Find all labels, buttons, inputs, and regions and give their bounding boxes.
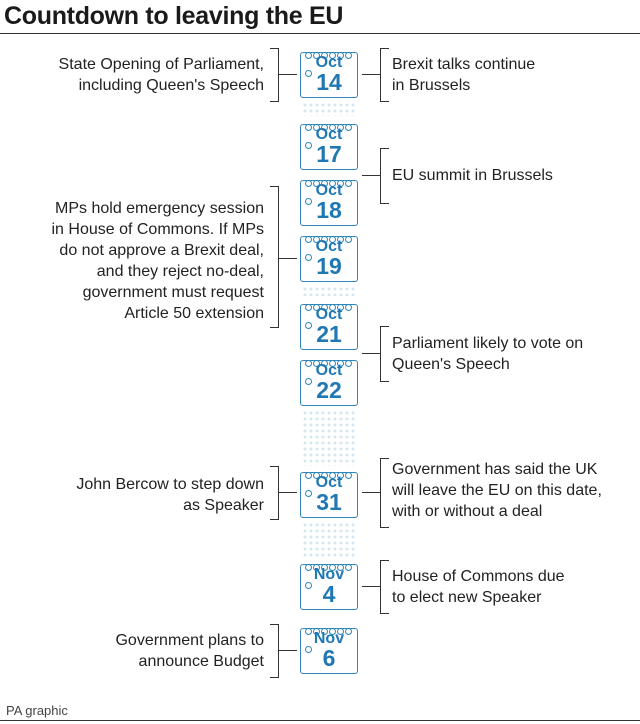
- right-note: EU summit in Brussels: [392, 167, 553, 184]
- calendar-date: [300, 466, 358, 518]
- bracket-connector: [362, 353, 380, 354]
- calendar-date: [300, 298, 358, 350]
- right-note: Parliament likely to vote on Queen's Speech: [392, 335, 584, 373]
- faded-calendar-gap: [302, 410, 356, 466]
- calendar-date: [300, 558, 358, 610]
- page-title: Countdown to leaving the EU: [4, 2, 344, 30]
- left-bracket: [270, 624, 279, 678]
- calendar-date: [300, 174, 358, 226]
- right-note: House of Commons due to elect new Speaker: [392, 568, 565, 606]
- footer-rule: [0, 720, 640, 721]
- bracket-connector: [362, 175, 380, 176]
- calendar-date: [300, 230, 358, 282]
- faded-calendar-gap: [302, 286, 356, 296]
- left-bracket: [270, 186, 279, 328]
- calendar-day: 17: [316, 141, 342, 167]
- left-bracket: [270, 466, 279, 520]
- title-rule: [0, 33, 640, 34]
- right-bracket: [380, 326, 389, 382]
- right-bracket: [380, 458, 389, 528]
- right-bracket: [380, 148, 389, 204]
- calendar-day: 4: [322, 581, 336, 607]
- right-note: Brexit talks continue in Brussels: [392, 56, 536, 94]
- left-note: MPs hold emergency session in House of Commons. If MPs do not approve a Brexit deal, and they reject no-deal, government must request Article 50 extension: [51, 200, 264, 322]
- calendar-day: 14: [316, 69, 342, 95]
- faded-calendar-gap: [302, 522, 356, 558]
- faded-calendar-gap: [302, 102, 356, 116]
- left-note: John Bercow to step down as Speaker: [76, 476, 264, 514]
- left-note: State Opening of Parliament, including Queen's Speech: [58, 56, 264, 94]
- calendar-month: Oct: [315, 306, 343, 323]
- left-note: Government plans to announce Budget: [115, 632, 264, 670]
- calendar-month: Oct: [315, 126, 343, 143]
- bracket-connector: [362, 586, 380, 587]
- calendar-month: Oct: [315, 182, 343, 199]
- calendar-day: 21: [316, 321, 342, 347]
- calendar-date: [300, 354, 358, 406]
- calendar-month: Nov: [313, 630, 345, 647]
- right-bracket: [380, 48, 389, 102]
- calendar-month: Oct: [315, 54, 343, 71]
- left-bracket: [270, 48, 279, 102]
- calendar-day: 6: [322, 645, 336, 671]
- calendar-day: 31: [316, 489, 342, 515]
- calendar-month: Oct: [315, 238, 343, 255]
- bracket-connector: [279, 492, 297, 493]
- calendar-date: [300, 46, 358, 98]
- calendar-month: Nov: [313, 566, 345, 583]
- calendar-month: Oct: [315, 362, 343, 379]
- footer-credit: PA graphic: [6, 703, 68, 718]
- bracket-connector: [279, 650, 297, 651]
- right-note: Government has said the UK will leave the EU on this date, with or without a deal: [392, 461, 602, 520]
- bracket-connector: [362, 74, 380, 75]
- calendar-day: 19: [316, 253, 342, 279]
- calendar-day: 22: [316, 377, 342, 403]
- bracket-connector: [279, 258, 297, 259]
- right-bracket: [380, 560, 389, 614]
- calendar-month: Oct: [315, 474, 343, 491]
- bracket-connector: [279, 74, 297, 75]
- bracket-connector: [362, 492, 380, 493]
- calendar-date: [300, 622, 358, 674]
- calendar-date: [300, 118, 358, 170]
- calendar-day: 18: [316, 197, 342, 223]
